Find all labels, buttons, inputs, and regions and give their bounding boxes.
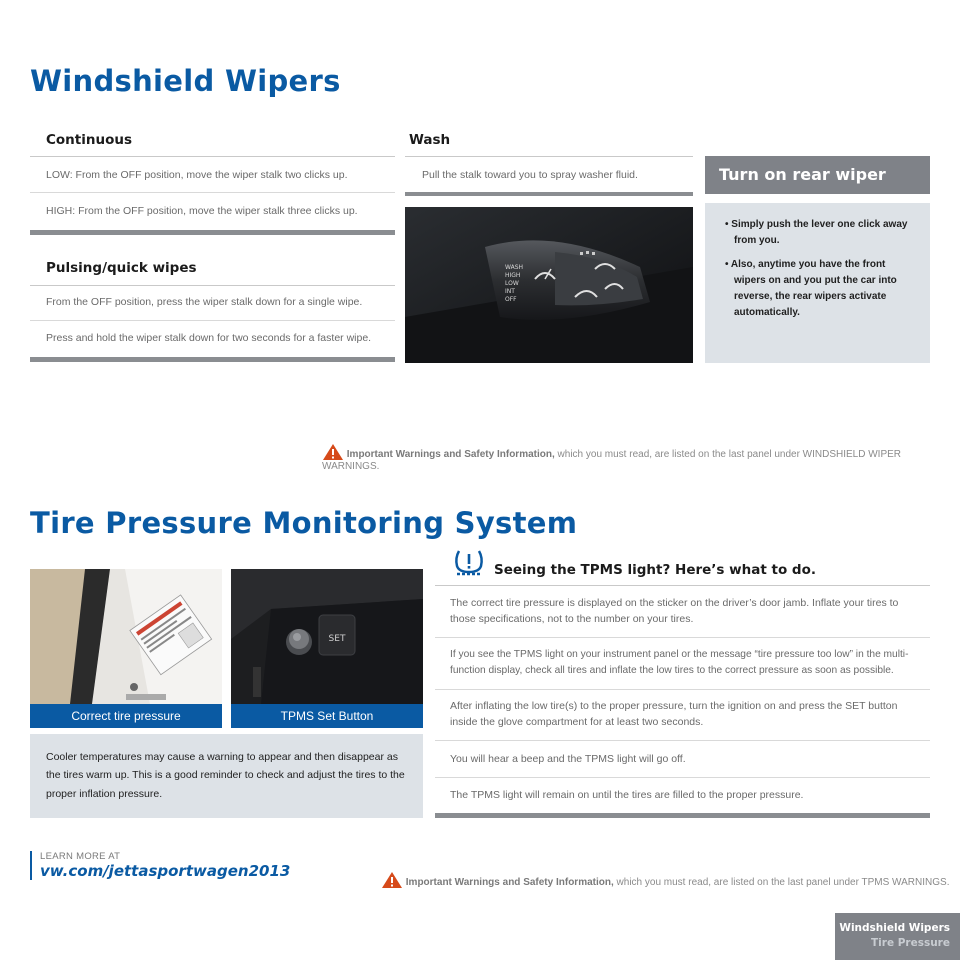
stalk-label-low: LOW	[505, 280, 519, 287]
caption-tpms-set-button: TPMS Set Button	[231, 704, 423, 728]
pulsing-heading: Pulsing/quick wipes	[46, 260, 197, 276]
tpms-step-5: The TPMS light will remain on until the tires are filled to the proper pressure.	[450, 789, 804, 801]
divider	[435, 777, 930, 778]
warning-triangle-icon	[381, 871, 403, 889]
divider	[435, 740, 930, 741]
stalk-label-int: INT	[505, 288, 515, 295]
pulsing-faster-text: Press and hold the wiper stalk down for two seconds for a faster wipe.	[46, 332, 372, 344]
wiper-stalk-photo	[405, 207, 693, 363]
divider	[405, 156, 693, 157]
caption-tire-pressure: Correct tire pressure	[30, 704, 222, 728]
section-tab-line-2: Tire Pressure	[871, 937, 950, 950]
wipers-warning	[322, 443, 960, 472]
learn-more-block	[30, 851, 290, 880]
divider	[30, 192, 395, 193]
cold-temp-note: Cooler temperatures may cause a warning to appear and then disappear as the tires warm up. This is a good reminder to check and adjust the tires to the proper inflation pressure.	[30, 734, 423, 818]
tpms-light-icon	[452, 548, 486, 581]
divider	[30, 320, 395, 321]
wash-heading: Wash	[409, 132, 451, 148]
tpms-warning	[381, 871, 949, 889]
wash-text: Pull the stalk toward you to spray washer fluid.	[422, 169, 638, 181]
wipers-warning-bold: Important Warnings and Safety Information,	[346, 449, 555, 460]
tpms-step-1: The correct tire pressure is displayed on the sticker on the driver’s door jamb. Inflate your tires to those specifications, not to the number on your tires.	[450, 597, 899, 626]
stalk-label-high: HIGH	[505, 272, 521, 279]
section-bar	[30, 357, 395, 362]
tpms-step-4: You will hear a beep and the TPMS light will go off.	[450, 753, 686, 765]
rear-wiper-box	[705, 203, 930, 363]
rear-wiper-bullet-1: • Simply push the lever one click away from you.	[725, 219, 908, 246]
section-tab-line-1: Windshield Wipers	[839, 922, 950, 934]
pulsing-single-text: From the OFF position, press the wiper stalk down for a single wipe.	[46, 296, 363, 308]
wipers-warning-rest: which you must read, are listed on the last panel under WINDSHIELD WIPER WARNINGS.	[322, 449, 902, 472]
continuous-heading: Continuous	[46, 132, 133, 148]
tpms-title: Tire Pressure Monitoring System	[30, 506, 578, 540]
warning-triangle-icon	[322, 443, 344, 461]
learn-more-url[interactable]: vw.com/jettasportwagen2013	[40, 862, 291, 880]
rear-wiper-heading: Turn on rear wiper	[705, 156, 930, 194]
section-bar	[30, 230, 395, 235]
section-bar	[435, 813, 930, 818]
tpms-step-3: After inflating the low tire(s) to the proper pressure, turn the ignition on and press the SET button inside the glove compartment for at least two seconds.	[450, 700, 898, 729]
learn-more-label: LEARN MORE AT	[40, 851, 121, 862]
tpms-warning-bold: Important Warnings and Safety Information,	[405, 877, 614, 888]
tpms-light-heading: Seeing the TPMS light? Here’s what to do.	[494, 562, 817, 578]
divider	[30, 156, 395, 157]
rear-wiper-bullet-2: • Also, anytime you have the front wipers on and you put the car into reverse, the rear wipers activate automatically.	[725, 259, 897, 318]
section-tab	[835, 913, 960, 960]
section-bar	[405, 192, 693, 196]
stalk-label-wash: WASH	[505, 264, 524, 271]
continuous-high-text: HIGH: From the OFF position, move the wiper stalk three clicks up.	[46, 205, 358, 217]
divider	[435, 585, 930, 586]
continuous-low-text: LOW: From the OFF position, move the wiper stalk two clicks up.	[46, 169, 348, 181]
tpms-warning-rest: which you must read, are listed on the last panel under TPMS WARNINGS.	[613, 877, 950, 888]
wipers-title: Windshield Wipers	[30, 64, 341, 98]
divider	[435, 689, 930, 690]
tpms-set-button-photo	[231, 569, 423, 704]
divider	[30, 285, 395, 286]
set-button-label: SET	[328, 634, 346, 644]
tpms-step-2: If you see the TPMS light on your instrument panel or the message “tire pressure too low” in the multi-function display, check all tires and inflate the low tires to the correct pressure as soon as possible.	[450, 649, 909, 676]
stalk-label-off: OFF	[505, 296, 517, 303]
divider	[435, 637, 930, 638]
door-jamb-photo	[30, 569, 222, 704]
